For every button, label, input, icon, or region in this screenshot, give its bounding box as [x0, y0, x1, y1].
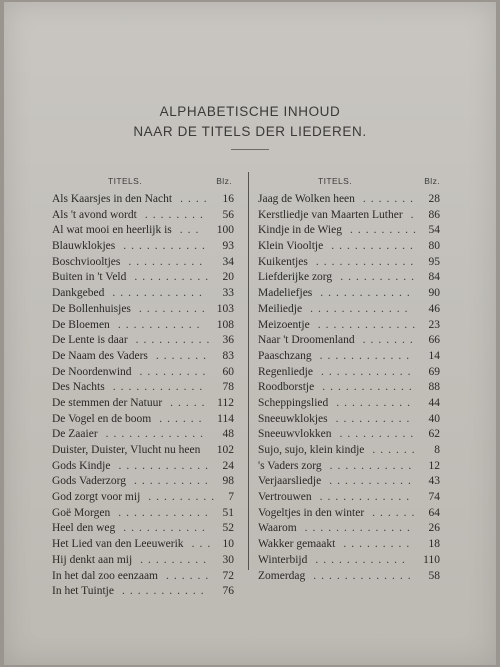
- leader-dots: .........: [349, 224, 421, 237]
- index-entry: [258, 443, 444, 459]
- leader-dots: ............: [319, 491, 415, 504]
- entry-page: 34: [222, 255, 234, 268]
- index-entry: [52, 553, 238, 569]
- leader-dots: .......: [155, 349, 212, 362]
- leader-dots: ......: [159, 412, 207, 425]
- leader-dots: ..........: [134, 271, 214, 284]
- header-titels: TITELS.: [108, 176, 142, 186]
- leader-dots: ......: [166, 569, 214, 582]
- entry-title: Meizoentje: [258, 318, 310, 331]
- entry-page: 23: [428, 318, 440, 331]
- entry-title: Kindje in de Wieg: [258, 224, 342, 237]
- entry-title: Sujo, sujo, klein kindje: [258, 444, 365, 456]
- entry-page: 103: [216, 302, 234, 315]
- leader-dots: ............: [112, 287, 207, 300]
- leader-dots: .........: [139, 365, 211, 378]
- leader-dots: .......: [362, 193, 419, 205]
- index-entry: [258, 239, 444, 255]
- entry-title: Kerstliedje van Maarten Luther: [258, 208, 403, 221]
- entry-title: Goë Morgen: [52, 506, 111, 519]
- header-blz: Blz.: [216, 176, 232, 186]
- index-entry: [258, 380, 444, 396]
- index-entry: [52, 443, 238, 459]
- leader-dots: .............: [310, 302, 413, 315]
- leader-dots: .......: [362, 334, 418, 347]
- leader-dots: ..........: [135, 334, 215, 347]
- entry-title: Winterbijd: [258, 553, 308, 566]
- leader-dots: ...: [179, 224, 204, 237]
- entry-title: God zorgt voor mij: [52, 491, 141, 504]
- entry-page: 30: [222, 553, 234, 566]
- entry-title: Gods Vaderzorg: [52, 475, 126, 488]
- index-list: [258, 192, 444, 584]
- index-entry: [258, 474, 444, 490]
- entry-title: Verjaarsliedje: [258, 475, 322, 488]
- entry-title: Roodborstje: [258, 381, 315, 394]
- index-entry: [258, 318, 444, 334]
- leader-dots: .........: [140, 553, 212, 566]
- leader-dots: ..........: [340, 271, 419, 284]
- index-entry: [258, 286, 444, 302]
- leader-dots: .........: [138, 302, 210, 315]
- entry-page: 86: [428, 208, 440, 221]
- entry-page: 80: [428, 240, 440, 253]
- entry-title: Kuikentjes: [258, 255, 308, 268]
- entry-title: 's Vaders zorg: [258, 459, 322, 472]
- entry-title: Als Kaarsjes in den Nacht: [52, 193, 173, 205]
- leader-dots: ............: [118, 506, 213, 519]
- entry-title: Het Lied van den Leeuwerik: [52, 538, 184, 551]
- index-entry: [258, 333, 444, 349]
- index-entry: [258, 349, 444, 365]
- entry-page: 18: [428, 538, 440, 551]
- entry-page: 33: [222, 287, 234, 300]
- index-entry: [52, 537, 238, 553]
- index-entry: [258, 537, 444, 553]
- leader-dots: .: [410, 208, 419, 221]
- entry-title: Liefderijke zorg: [258, 271, 333, 284]
- leader-dots: ....: [180, 193, 212, 205]
- index-entry: [52, 318, 238, 334]
- leader-dots: .............: [317, 318, 421, 331]
- index-entry: [52, 459, 238, 475]
- entry-title: Klein Viooltje: [258, 240, 324, 253]
- index-entry: [52, 490, 238, 506]
- index-entry: [258, 506, 444, 522]
- entry-page: 10: [222, 538, 234, 551]
- entry-title: De Noordenwind: [52, 365, 132, 378]
- leader-dots: ..........: [336, 396, 416, 409]
- leader-dots: ...........: [121, 585, 209, 598]
- entry-title: Paaschzang: [258, 349, 312, 362]
- index-entry: [52, 302, 238, 318]
- entry-title: Des Nachts: [52, 381, 105, 394]
- leader-dots: .............: [105, 428, 209, 441]
- column-header: [258, 172, 444, 192]
- entry-title: Hij denkt aan mij: [52, 553, 133, 566]
- entry-page: 16: [222, 193, 234, 205]
- entry-title: Jaag de Wolken heen: [258, 193, 355, 205]
- index-entry: [52, 270, 238, 286]
- leader-dots: ............: [319, 349, 415, 362]
- entry-page: 78: [222, 381, 234, 394]
- entry-page: 28: [428, 193, 440, 205]
- entry-title: Waarom: [258, 522, 297, 535]
- index-entry: [258, 396, 444, 412]
- entry-page: 58: [428, 569, 440, 582]
- entry-page: 74: [428, 491, 440, 504]
- entry-title: De Vogel en de boom: [52, 412, 152, 425]
- index-entry: [52, 333, 238, 349]
- entry-page: 95: [428, 255, 440, 268]
- entry-page: 24: [222, 459, 234, 472]
- index-entry: [52, 521, 238, 537]
- entry-page: 8: [434, 444, 440, 456]
- leader-dots: ............: [320, 365, 416, 378]
- leader-dots: ..........: [134, 475, 213, 488]
- entry-title: De stemmen der Natuur: [52, 396, 163, 409]
- entry-title: Als 't avond wordt: [52, 208, 137, 221]
- leader-dots: ...........: [329, 459, 417, 472]
- index-entry: [52, 192, 238, 208]
- leader-dots: ..........: [128, 255, 208, 268]
- leader-dots: ......: [372, 444, 420, 456]
- entry-page: 20: [222, 271, 234, 284]
- leader-dots: ............: [320, 287, 415, 300]
- leader-dots: ........: [144, 208, 208, 221]
- entry-page: 72: [222, 569, 234, 582]
- entry-title: Dankgebed: [52, 287, 105, 300]
- leader-dots: ..........: [335, 412, 415, 425]
- entry-title: De Bollenhuisjes: [52, 302, 131, 315]
- entry-title: De Bloemen: [52, 318, 110, 331]
- index-entry: [52, 286, 238, 302]
- entry-page: 14: [428, 349, 440, 362]
- entry-title: De Zaaier: [52, 428, 98, 441]
- entry-title: Vertrouwen: [258, 491, 312, 504]
- index-entry: [258, 553, 444, 569]
- leader-dots: ...........: [123, 522, 210, 535]
- leader-dots: ...........: [329, 475, 416, 488]
- entry-title: Wakker gemaakt: [258, 538, 336, 551]
- entry-title: Sneeuwvlokken: [258, 428, 332, 441]
- leader-dots: ..............: [304, 522, 415, 535]
- entry-title: Vogeltjes in den winter: [258, 506, 365, 519]
- leader-dots: ...........: [117, 318, 205, 331]
- entry-title: Boschviooltjes: [52, 255, 121, 268]
- leader-dots: ............: [112, 381, 208, 394]
- entry-page: 26: [428, 522, 440, 535]
- entry-title: Gods Kindje: [52, 459, 111, 472]
- entry-page: 90: [428, 287, 440, 300]
- index-entry: [258, 365, 444, 381]
- column-divider: [248, 172, 249, 570]
- entry-title: Blauwklokjes: [52, 240, 116, 253]
- entry-page: 88: [428, 381, 440, 394]
- entry-page: 112: [217, 396, 234, 409]
- entry-page: 114: [217, 412, 234, 425]
- entry-page: 52: [222, 522, 234, 535]
- index-entry: [52, 239, 238, 255]
- index-entry: [52, 349, 238, 365]
- index-entry: [258, 270, 444, 286]
- leader-dots: ...........: [331, 240, 418, 253]
- entry-title: Scheppingslied: [258, 396, 329, 409]
- entry-page: 98: [222, 475, 234, 488]
- index-column-right: [258, 172, 444, 584]
- index-entry: [52, 569, 238, 585]
- index-entry: [258, 490, 444, 506]
- entry-page: 110: [423, 553, 440, 566]
- index-entry: [52, 427, 238, 443]
- entry-page: 51: [222, 506, 234, 519]
- leader-dots: .............: [313, 569, 416, 582]
- leader-dots: ............: [118, 459, 213, 472]
- leader-dots: .....: [170, 396, 210, 409]
- leader-dots: .........: [343, 538, 415, 551]
- index-column-left: [52, 172, 238, 600]
- index-entry: [258, 427, 444, 443]
- leader-dots: ..........: [339, 428, 419, 441]
- entry-page: 108: [216, 318, 234, 331]
- index-entry: [258, 412, 444, 428]
- entry-page: 46: [428, 302, 440, 315]
- entry-page: 60: [222, 365, 234, 378]
- entry-title: Al wat mooi en heerlijk is: [52, 224, 172, 237]
- leader-dots: ......: [372, 506, 420, 519]
- entry-page: 69: [428, 365, 440, 378]
- index-entry: [258, 208, 444, 224]
- leader-dots: .............: [315, 255, 419, 268]
- heading-rule: [231, 149, 269, 150]
- index-entry: [258, 569, 444, 585]
- index-entry: [258, 255, 444, 271]
- index-entry: [52, 396, 238, 412]
- entry-title: Buiten in 't Veld: [52, 271, 127, 284]
- entry-page: 66: [428, 334, 440, 347]
- leader-dots: ............: [315, 553, 410, 566]
- entry-title: Sneeuwklokjes: [258, 412, 328, 425]
- entry-page: 36: [222, 334, 234, 347]
- entry-page: 83: [222, 349, 234, 362]
- entry-page: 12: [428, 459, 440, 472]
- index-entry: [52, 474, 238, 490]
- entry-page: 48: [222, 428, 234, 441]
- leader-dots: .........: [148, 491, 220, 504]
- entry-page: 54: [428, 224, 440, 237]
- entry-title: Duister, Duister, Vlucht nu heen: [52, 444, 201, 456]
- entry-title: Regenliedje: [258, 365, 313, 378]
- entry-title: De Naam des Vaders: [52, 349, 148, 362]
- entry-page: 102: [216, 444, 234, 456]
- entry-title: Meiliedje: [258, 302, 303, 315]
- entry-title: Heel den weg: [52, 522, 116, 535]
- index-entry: [52, 412, 238, 428]
- entry-page: 93: [222, 240, 234, 253]
- index-entry: [52, 255, 238, 271]
- index-entry: [258, 521, 444, 537]
- leader-dots: ...........: [123, 240, 210, 253]
- entry-title: In het Tuintje: [52, 585, 114, 598]
- entry-title: Zomerdag: [258, 569, 306, 582]
- index-entry: [52, 380, 238, 396]
- entry-page: 64: [428, 506, 440, 519]
- index-list: [52, 192, 238, 600]
- leader-dots: ............: [322, 381, 417, 394]
- entry-page: 84: [428, 271, 440, 284]
- header-titels: TITELS.: [318, 176, 352, 186]
- entry-title: Naar 't Droomenland: [258, 334, 355, 347]
- index-heading-line1: ALPHABETISCHE INHOUD: [159, 104, 341, 119]
- index-entry: [52, 365, 238, 381]
- index-entry: [258, 223, 444, 239]
- header-blz: Blz.: [424, 176, 440, 186]
- index-entry: [52, 208, 238, 224]
- index-heading-line2: NAAR DE TITELS DER LIEDEREN.: [133, 124, 367, 139]
- entry-title: De Lente is daar: [52, 334, 128, 347]
- entry-page: 76: [222, 585, 234, 598]
- column-header: [52, 172, 238, 192]
- index-entry: [52, 584, 238, 600]
- entry-page: 62: [428, 428, 440, 441]
- entry-page: 7: [228, 491, 234, 504]
- index-entry: [258, 192, 444, 208]
- leader-dots: ...: [191, 538, 216, 551]
- entry-page: 43: [428, 475, 440, 488]
- entry-page: 100: [216, 224, 234, 237]
- entry-page: 56: [222, 208, 234, 221]
- index-entry: [258, 302, 444, 318]
- index-entry: [52, 223, 238, 239]
- index-entry: [52, 506, 238, 522]
- entry-title: Madeliefjes: [258, 287, 313, 300]
- entry-page: 44: [428, 396, 440, 409]
- entry-title: In het dal zoo eenzaam: [52, 569, 158, 582]
- index-entry: [258, 459, 444, 475]
- entry-page: 40: [428, 412, 440, 425]
